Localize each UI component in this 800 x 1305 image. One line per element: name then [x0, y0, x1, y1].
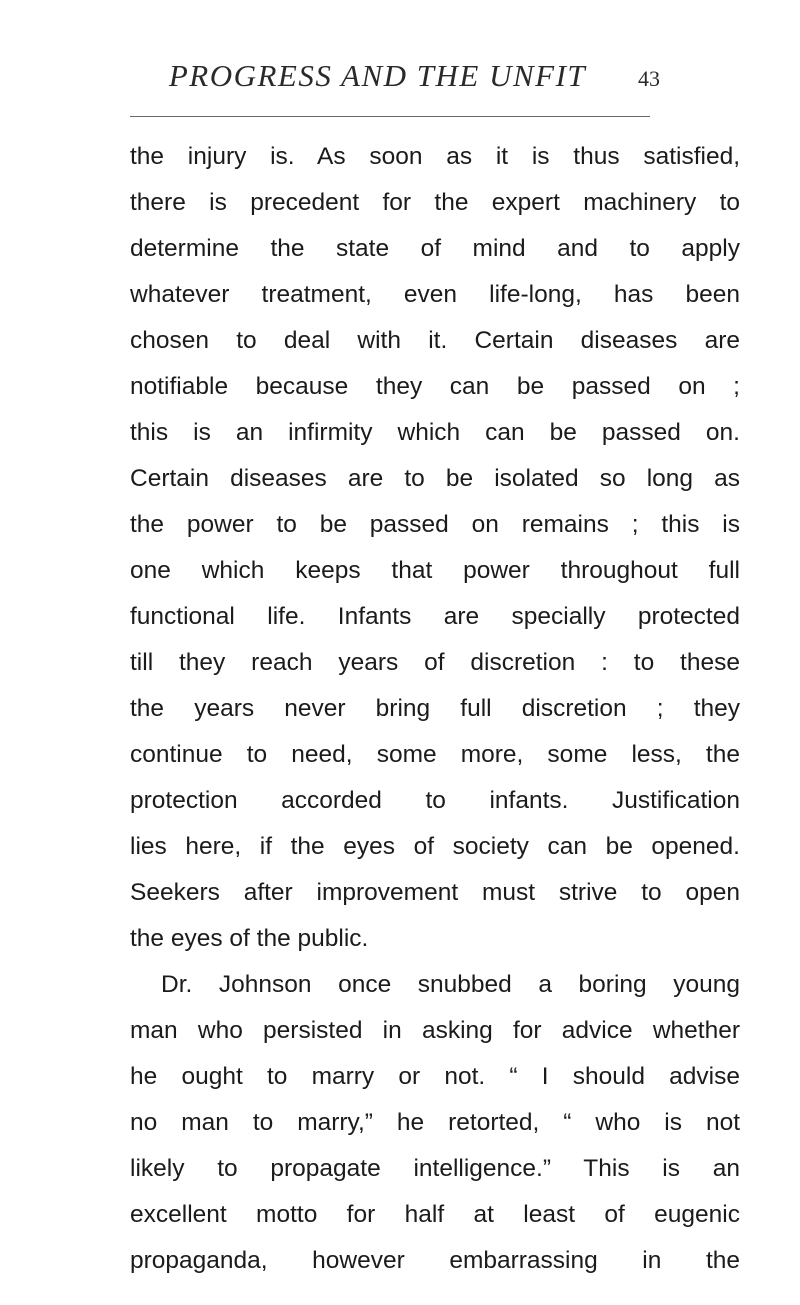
- text-line: one which keeps that power throughout full: [130, 557, 740, 584]
- text-line: continue to need, some more, some less, the: [130, 741, 740, 768]
- text-line: chosen to deal with it. Certain diseases are: [130, 327, 740, 354]
- text-line: there is precedent for the expert machinery to: [130, 189, 740, 216]
- text-line: whatever treatment, even life-long, has been: [130, 281, 740, 308]
- text-line: the injury is. As soon as it is thus satisfied,: [130, 143, 740, 170]
- text-line: the power to be passed on remains ; this is: [130, 511, 740, 538]
- running-head: [0, 58, 800, 98]
- text-line: functional life. Infants are specially protected: [130, 603, 740, 630]
- text-line: Dr. Johnson once snubbed a boring young: [161, 971, 740, 998]
- text-line: the eyes of the public.: [130, 925, 369, 952]
- text-line: till they reach years of discretion : to these: [130, 649, 740, 676]
- text-line: likely to propagate intelligence.” This is an: [130, 1155, 740, 1182]
- text-line: lies here, if the eyes of society can be opened.: [130, 833, 740, 860]
- text-line: no man to marry,” he retorted, “ who is not: [130, 1109, 740, 1136]
- text-line: the years never bring full discretion ; they: [130, 695, 740, 722]
- text-line: determine the state of mind and to apply: [130, 235, 740, 262]
- text-line: man who persisted in asking for advice whether: [130, 1017, 740, 1044]
- text-line: Certain diseases are to be isolated so long as: [130, 465, 740, 492]
- text-line: propaganda, however embarrassing in the: [130, 1247, 740, 1274]
- page-number: 43: [638, 66, 660, 91]
- body-text: [130, 134, 740, 1284]
- text-line: protection accorded to infants. Justification: [130, 787, 740, 814]
- text-line: this is an infirmity which can be passed on.: [130, 419, 740, 446]
- text-line: Seekers after improvement must strive to open: [130, 879, 740, 906]
- text-line: excellent motto for half at least of eugenic: [130, 1201, 740, 1228]
- running-head-title: PROGRESS AND THE UNFIT: [168, 58, 587, 93]
- header-rule: [130, 116, 650, 117]
- text-line: he ought to marry or not. “ I should advise: [130, 1063, 740, 1090]
- text-line: notifiable because they can be passed on ;: [130, 373, 740, 400]
